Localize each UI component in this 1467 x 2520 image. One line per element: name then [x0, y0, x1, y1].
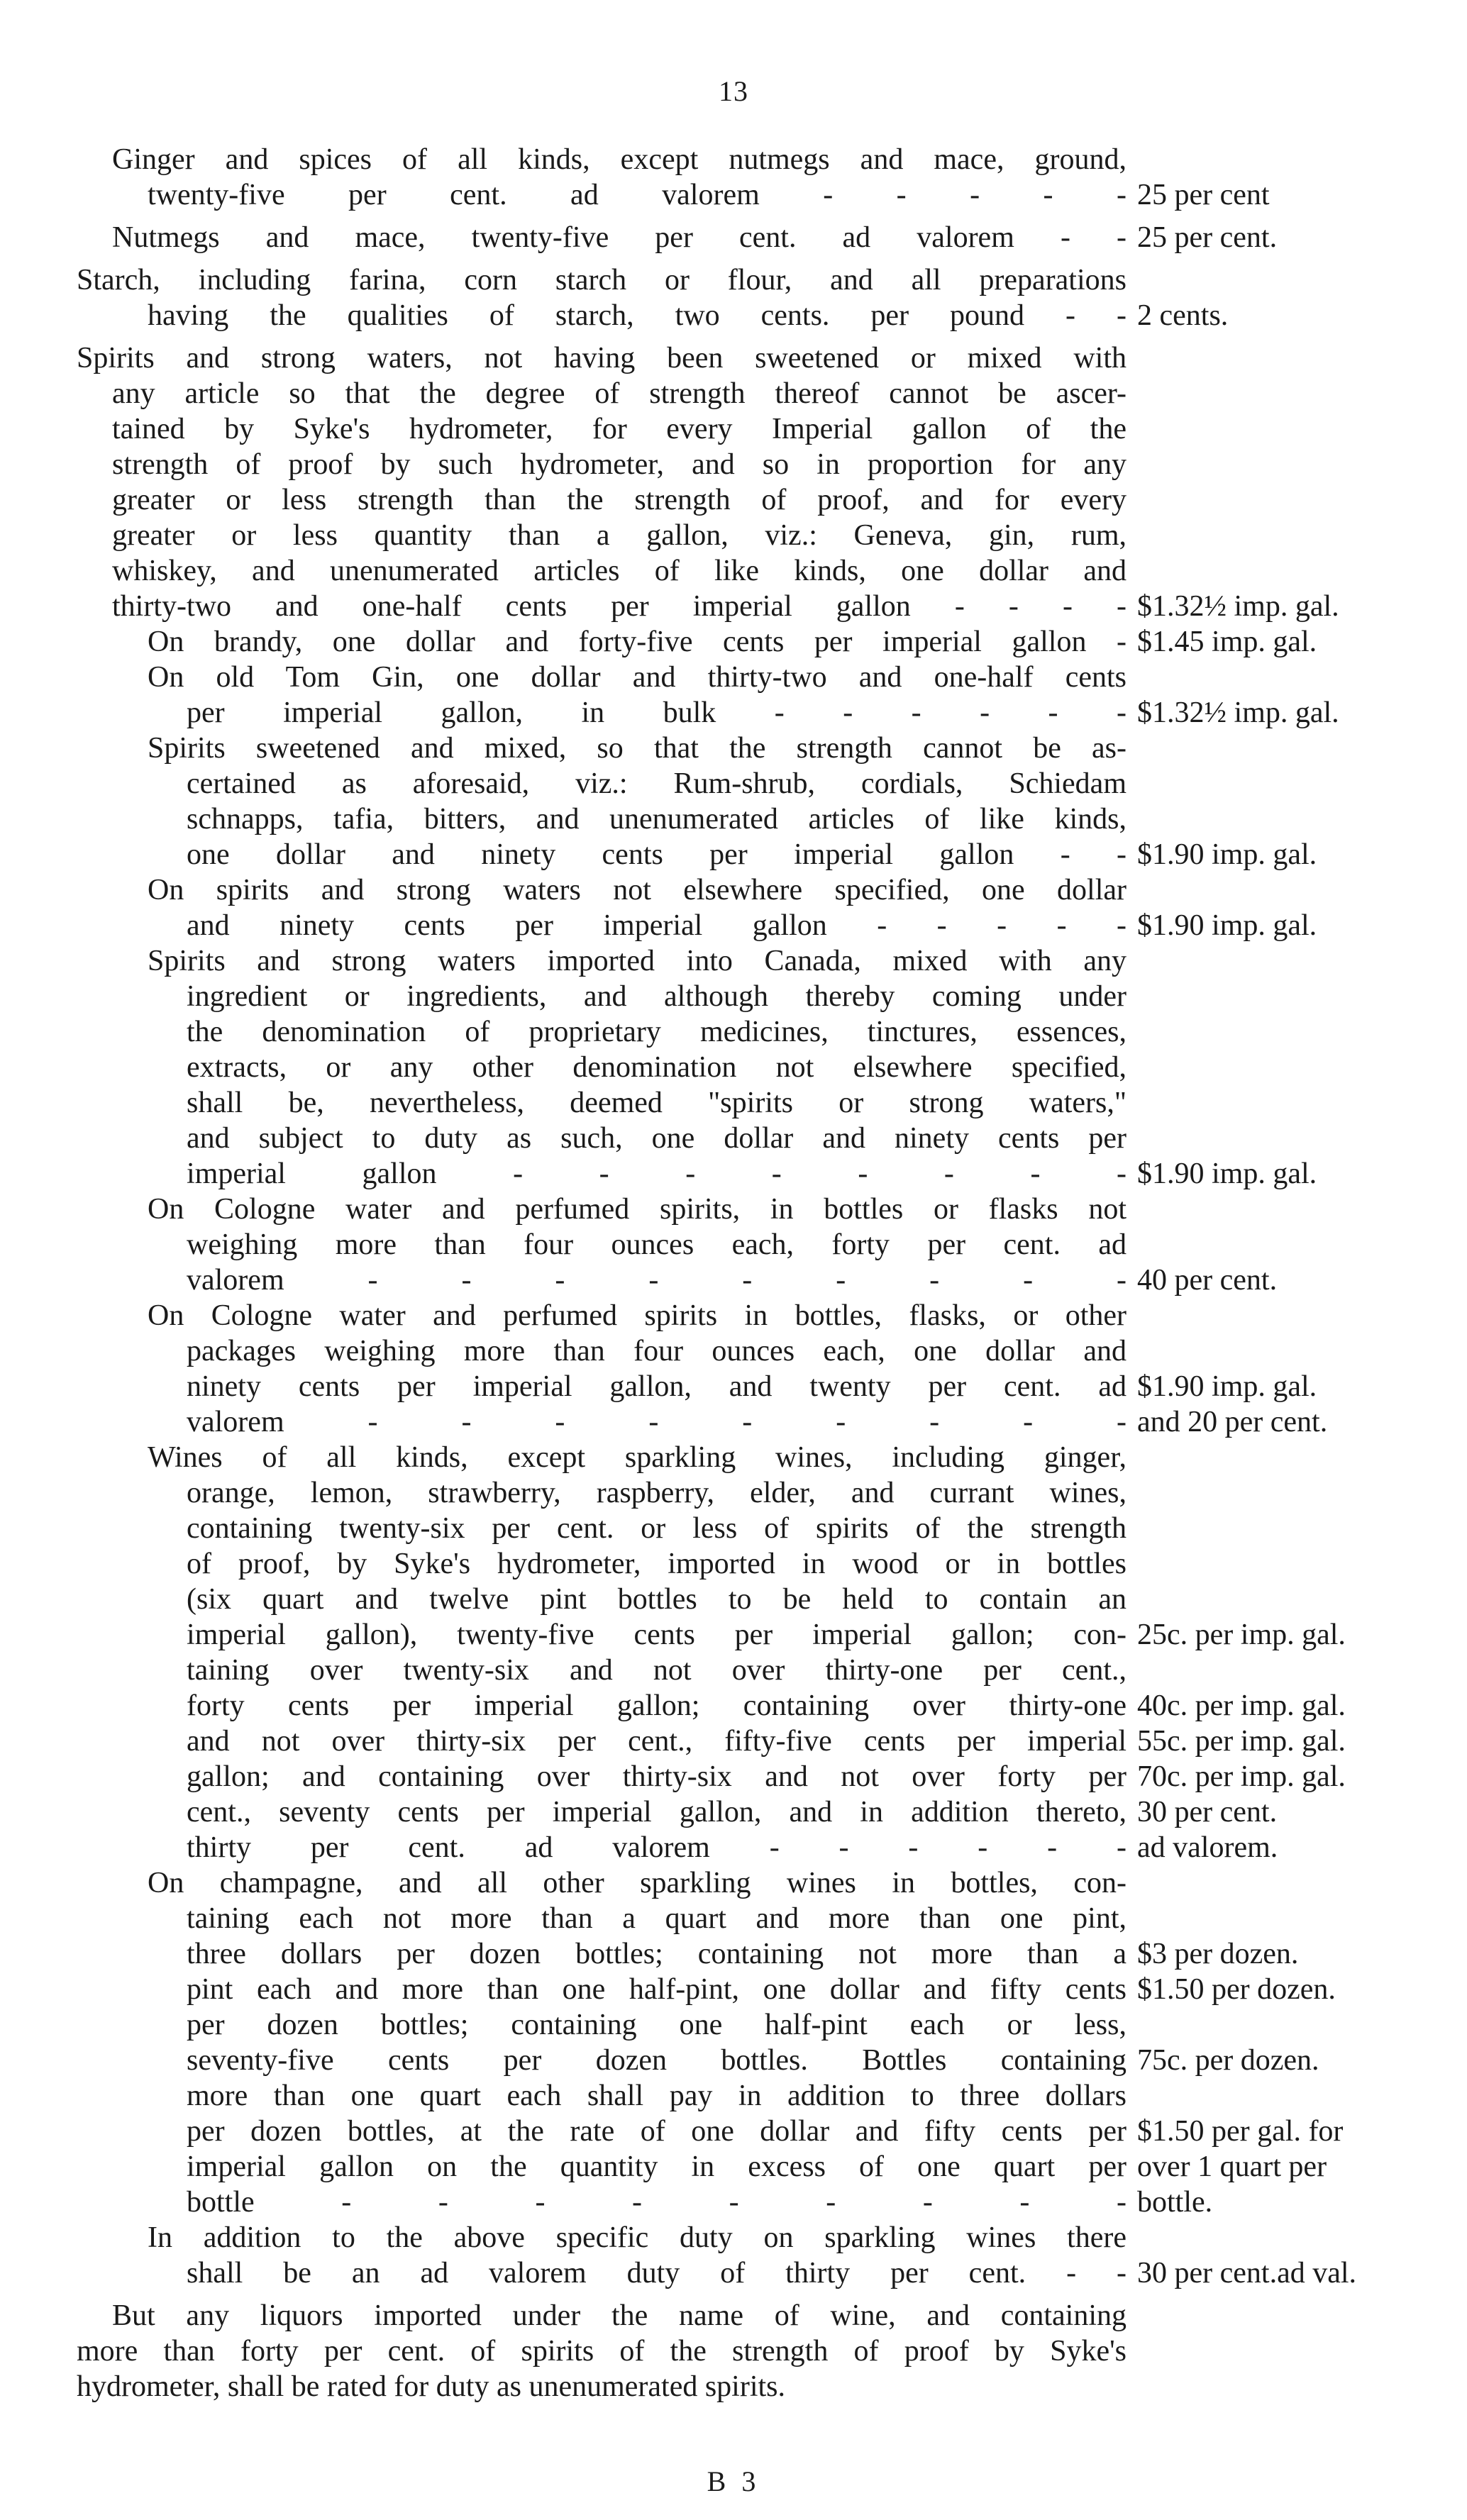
text-line: [77, 660, 1410, 695]
line-text: On brandy, one dollar and forty-five cents per imperial gallon -: [148, 626, 1126, 658]
line-text: On Cologne water and perfumed spirits in bottles, flasks, or other: [148, 1299, 1126, 1332]
text-line: [77, 2078, 1410, 2114]
text-line: [77, 731, 1410, 766]
line-text: containing twenty-six per cent. or less of spirits of the strength: [187, 1512, 1126, 1545]
text-line: [77, 979, 1410, 1014]
duty-rate: ad valorem.: [1137, 1831, 1278, 1864]
text-line: [77, 411, 1410, 447]
text-line: [77, 376, 1410, 411]
tariff-text-body: [77, 142, 1410, 2404]
line-text: cent., seventy cents per imperial gallon, and in addition thereto,: [187, 1796, 1126, 1828]
duty-rate: bottle.: [1137, 2186, 1213, 2219]
text-line: [77, 1794, 1410, 1830]
line-text: three dollars per dozen bottles; containing not more than a: [187, 1938, 1126, 1970]
line-text: In addition to the above specific duty on sparkling wines there: [148, 2221, 1126, 2254]
line-text: thirty per cent. ad valorem - - - - - -: [187, 1831, 1126, 1864]
line-text: extracts, or any other denomination not elsewhere specified,: [187, 1051, 1126, 1084]
line-text: On spirits and strong waters not elsewhere specified, one dollar: [148, 874, 1126, 906]
line-text: and subject to duty as such, one dollar and ninety cents per: [187, 1122, 1126, 1155]
duty-rate: $1.32½ imp. gal.: [1137, 696, 1339, 729]
line-text: and not over thirty-six per cent., fifty-five cents per imperial: [187, 1725, 1126, 1758]
line-text: But any liquors imported under the name of wine, and containing: [112, 2299, 1126, 2332]
text-line: [77, 1333, 1410, 1369]
text-line: [77, 2114, 1410, 2149]
text-line: [77, 837, 1410, 872]
duty-rate: 40c. per imp. gal.: [1137, 1689, 1346, 1722]
line-text: orange, lemon, strawberry, raspberry, elder, and currant wines,: [187, 1477, 1126, 1509]
text-line: [77, 624, 1410, 660]
line-text: On old Tom Gin, one dollar and thirty-two and one-half cents: [148, 661, 1126, 694]
text-line: [77, 908, 1410, 943]
text-line: [77, 1901, 1410, 1936]
line-text: tained by Syke's hydrometer, for every Imperial gallon of the: [112, 413, 1126, 445]
text-line: [77, 1369, 1410, 1404]
text-line: [77, 1475, 1410, 1511]
line-text: (six quart and twelve pint bottles to be held to contain an: [187, 1583, 1126, 1616]
line-text: shall be, nevertheless, deemed "spirits or strong waters,": [187, 1087, 1126, 1119]
line-text: whiskey, and unenumerated articles of like kinds, one dollar and: [112, 555, 1126, 587]
line-text: pint each and more than one half-pint, one dollar and fifty cents: [187, 1973, 1126, 2006]
line-gap: [77, 2291, 1410, 2298]
text-line: [77, 2043, 1410, 2078]
text-line: [77, 177, 1410, 213]
text-line: [77, 340, 1410, 376]
duty-rate: 25 per cent: [1137, 179, 1270, 211]
duty-rate: 30 per cent.ad val.: [1137, 2257, 1357, 2289]
text-line: [77, 262, 1410, 298]
line-text: Nutmegs and mace, twenty-five per cent. ad valorem - -: [112, 221, 1126, 254]
line-text: valorem - - - - - - - - -: [187, 1406, 1126, 1438]
line-text: Starch, including farina, corn starch or flour, and all preparations: [77, 264, 1126, 296]
line-text: On Cologne water and perfumed spirits, in bottles or flasks not: [148, 1193, 1126, 1226]
text-line: [77, 2298, 1410, 2333]
duty-rate: $1.45 imp. gal.: [1137, 626, 1317, 658]
duty-rate: $1.90 imp. gal.: [1137, 1370, 1317, 1403]
text-line: [77, 553, 1410, 589]
duty-rate: 75c. per dozen.: [1137, 2044, 1319, 2077]
duty-rate: 30 per cent.: [1137, 1796, 1278, 1828]
duty-rate: 40 per cent.: [1137, 1264, 1278, 1297]
text-line: [77, 1156, 1410, 1192]
line-gap: [77, 213, 1410, 220]
text-line: [77, 1227, 1410, 1262]
text-line: [77, 2333, 1410, 2369]
duty-rate: $1.50 per dozen.: [1137, 1973, 1336, 2006]
line-text: taining over twenty-six and not over thirty-one per cent.,: [187, 1654, 1126, 1687]
line-text: ingredient or ingredients, and although thereby coming under: [187, 980, 1126, 1013]
text-line: [77, 1121, 1410, 1156]
duty-rate: $1.90 imp. gal.: [1137, 1158, 1317, 1190]
line-text: taining each not more than a quart and more than one pint,: [187, 1902, 1126, 1935]
line-text: Spirits sweetened and mixed, so that the strength cannot be as-: [148, 732, 1126, 765]
text-line: [77, 1653, 1410, 1688]
text-line: [77, 1617, 1410, 1653]
signature-mark: B 3: [707, 2465, 760, 2497]
line-text: Ginger and spices of all kinds, except nutmegs and mace, ground,: [112, 143, 1126, 176]
line-text: Spirits and strong waters, not having been sweetened or mixed with: [77, 342, 1126, 374]
line-text: On champagne, and all other sparkling wines in bottles, con-: [148, 1867, 1126, 1899]
text-line: [77, 1262, 1410, 1298]
duty-rate: and 20 per cent.: [1137, 1406, 1328, 1438]
text-line: [77, 2369, 1410, 2404]
duty-rate: $1.90 imp. gal.: [1137, 909, 1317, 942]
line-text: more than one quart each shall pay in addition to three dollars: [187, 2080, 1126, 2112]
line-text: forty cents per imperial gallon; containing over thirty-one: [187, 1689, 1126, 1722]
duty-rate: $1.32½ imp. gal.: [1137, 590, 1339, 623]
text-line: [77, 1298, 1410, 1333]
text-line: [77, 447, 1410, 482]
line-gap: [77, 255, 1410, 262]
text-line: [77, 801, 1410, 837]
text-line: [77, 695, 1410, 731]
line-text: of proof, by Syke's hydrometer, imported in wood or in bottles: [187, 1548, 1126, 1580]
line-text: twenty-five per cent. ad valorem - - - - -: [148, 179, 1126, 211]
line-text: bottle - - - - - - - - -: [187, 2186, 1126, 2219]
text-line: [77, 1014, 1410, 1050]
line-text: valorem - - - - - - - - -: [187, 1264, 1126, 1297]
line-text: the denomination of proprietary medicines, tinctures, essences,: [187, 1016, 1126, 1048]
text-line: [77, 298, 1410, 333]
text-line: [77, 1085, 1410, 1121]
duty-rate: $3 per dozen.: [1137, 1938, 1299, 1970]
text-line: [77, 1865, 1410, 1901]
text-line: [77, 1440, 1410, 1475]
line-text: schnapps, tafia, bitters, and unenumerated articles of like kinds,: [187, 803, 1126, 836]
line-text: weighing more than four ounces each, forty per cent. ad: [187, 1228, 1126, 1261]
duty-rate: $1.50 per gal. for: [1137, 2115, 1344, 2148]
text-line: [77, 766, 1410, 801]
text-line: [77, 1582, 1410, 1617]
line-text: Wines of all kinds, except sparkling wines, including ginger,: [148, 1441, 1126, 1474]
line-text: hydrometer, shall be rated for duty as unenumerated spirits.: [77, 2370, 786, 2403]
line-text: and ninety cents per imperial gallon - - - - -: [187, 909, 1126, 942]
text-line: [77, 1972, 1410, 2007]
text-line: [77, 872, 1410, 908]
line-text: Spirits and strong waters imported into Canada, mixed with any: [148, 945, 1126, 977]
text-line: [77, 1759, 1410, 1794]
line-text: packages weighing more than four ounces each, one dollar and: [187, 1335, 1126, 1367]
duty-rate: 25 per cent.: [1137, 221, 1278, 254]
text-line: [77, 1050, 1410, 1085]
text-line: [77, 220, 1410, 255]
line-text: greater or less quantity than a gallon, viz.: Geneva, gin, rum,: [112, 519, 1126, 552]
line-text: gallon; and containing over thirty-six and not over forty per: [187, 1760, 1126, 1793]
text-line: [77, 482, 1410, 518]
duty-rate: 25c. per imp. gal.: [1137, 1619, 1346, 1651]
line-text: per dozen bottles, at the rate of one dollar and fifty cents per: [187, 2115, 1126, 2148]
text-line: [77, 518, 1410, 553]
text-line: [77, 1511, 1410, 1546]
line-text: imperial gallon), twenty-five cents per imperial gallon; con-: [187, 1619, 1126, 1651]
page-number: 13: [719, 75, 748, 107]
line-text: having the qualities of starch, two cents. per pound - -: [148, 299, 1126, 332]
line-text: one dollar and ninety cents per imperial gallon - -: [187, 838, 1126, 871]
text-line: [77, 1936, 1410, 1972]
duty-rate: 70c. per imp. gal.: [1137, 1760, 1346, 1793]
text-line: [77, 1546, 1410, 1582]
text-line: [77, 589, 1410, 624]
line-text: any article so that the degree of strength thereof cannot be ascer-: [112, 377, 1126, 410]
line-text: per imperial gallon, in bulk - - - - - -: [187, 696, 1126, 729]
duty-rate: $1.90 imp. gal.: [1137, 838, 1317, 871]
line-text: imperial gallon on the quantity in excess of one quart per: [187, 2150, 1126, 2183]
text-line: [77, 1192, 1410, 1227]
text-line: [77, 1404, 1410, 1440]
text-line: [77, 2220, 1410, 2255]
line-text: per dozen bottles; containing one half-pint each or less,: [187, 2009, 1126, 2041]
text-line: [77, 1688, 1410, 1724]
line-text: greater or less strength than the strength of proof, and for every: [112, 484, 1126, 516]
duty-rate: over 1 quart per: [1137, 2150, 1327, 2183]
text-line: [77, 943, 1410, 979]
text-line: [77, 2185, 1410, 2220]
text-line: [77, 2255, 1410, 2291]
line-text: certained as aforesaid, viz.: Rum-shrub, cordials, Schiedam: [187, 767, 1126, 800]
text-line: [77, 2007, 1410, 2043]
duty-rate: 55c. per imp. gal.: [1137, 1725, 1346, 1758]
text-line: [77, 2149, 1410, 2185]
line-gap: [77, 333, 1410, 340]
line-text: thirty-two and one-half cents per imperial gallon - - - -: [112, 590, 1126, 623]
line-text: shall be an ad valorem duty of thirty per cent. - -: [187, 2257, 1126, 2289]
text-line: [77, 1830, 1410, 1865]
line-text: strength of proof by such hydrometer, and so in proportion for any: [112, 448, 1126, 481]
text-line: [77, 1724, 1410, 1759]
line-text: ninety cents per imperial gallon, and twenty per cent. ad: [187, 1370, 1126, 1403]
line-text: more than forty per cent. of spirits of the strength of proof by Syke's: [77, 2335, 1126, 2368]
text-line: [77, 142, 1410, 177]
line-text: seventy-five cents per dozen bottles. Bottles containing: [187, 2044, 1126, 2077]
duty-rate: 2 cents.: [1137, 299, 1229, 332]
line-text: imperial gallon - - - - - - - -: [187, 1158, 1126, 1190]
